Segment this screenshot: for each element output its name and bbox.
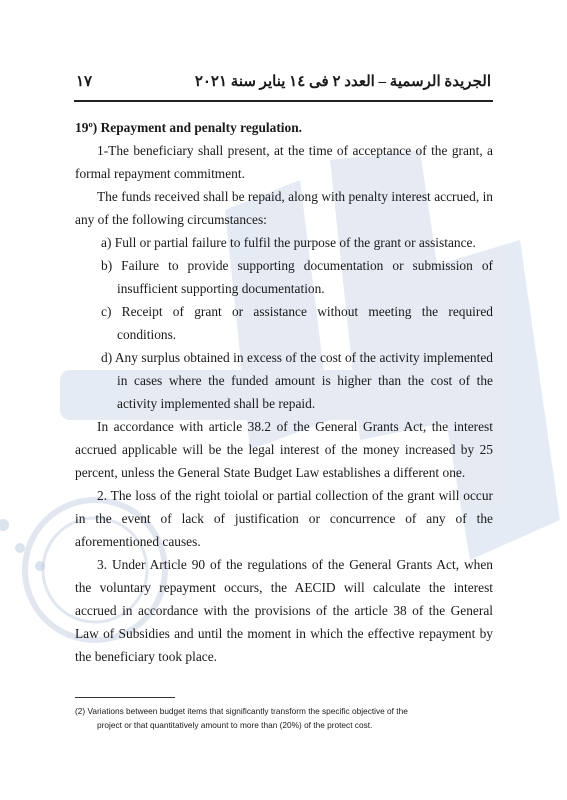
paragraph: 2. The loss of the right toiolal or partial collection of the grant will occur in the event of lack of justification or concurrence of any of the aforementioned causes. xyxy=(75,488,493,549)
list-item: b) Failure to provide supporting documentation or submission of insufficient supporting documentation. xyxy=(101,258,493,296)
document-body xyxy=(75,116,493,668)
gazette-title: الجريدة الرسمية – العدد ٢ فى ١٤ يناير سنة ٢٠٢١ xyxy=(194,73,491,90)
paragraph: 1-The beneficiary shall present, at the time of acceptance of the grant, a formal repayment commitment. xyxy=(75,143,493,181)
list-item: d) Any surplus obtained in excess of the cost of the activity implemented in cases where the funded amount is higher than the cost of the activity implemented shall be repaid. xyxy=(101,350,493,411)
page-number: ١٧ xyxy=(76,73,93,90)
list-item: c) Receipt of grant or assistance without meeting the required conditions. xyxy=(101,304,493,342)
paragraph: In accordance with article 38.2 of the General Grants Act, the interest accrued applicable will be the legal interest of the money increased by 25 percent, unless the General State Budget Law establishes a different one. xyxy=(75,419,493,480)
footnote-rule xyxy=(75,697,175,698)
footnote xyxy=(75,704,493,732)
paragraph: The funds received shall be repaid, along with penalty interest accrued, in any of the following circumstances: xyxy=(75,189,493,227)
section-heading: 19º) Repayment and penalty regulation. xyxy=(75,120,302,135)
footnote-line: project or that quantitatively amount to more than (20%) of the protect cost. xyxy=(97,720,373,730)
paragraph: 3. Under Article 90 of the regulations of the General Grants Act, when the voluntary repayment occurs, the AECID will calculate the interest accrued in accordance with the provisions of the article 38 of the General Law of Subsidies and until the moment in which the effective repayment by the beneficiary took place. xyxy=(75,557,493,664)
list-item: a) Full or partial failure to fulfil the purpose of the grant or assistance. xyxy=(101,235,476,250)
header-rule xyxy=(74,100,493,102)
gazette-header xyxy=(76,70,491,92)
footnote-line: (2) Variations between budget items that significantly transform the specific objective of the xyxy=(75,706,408,716)
